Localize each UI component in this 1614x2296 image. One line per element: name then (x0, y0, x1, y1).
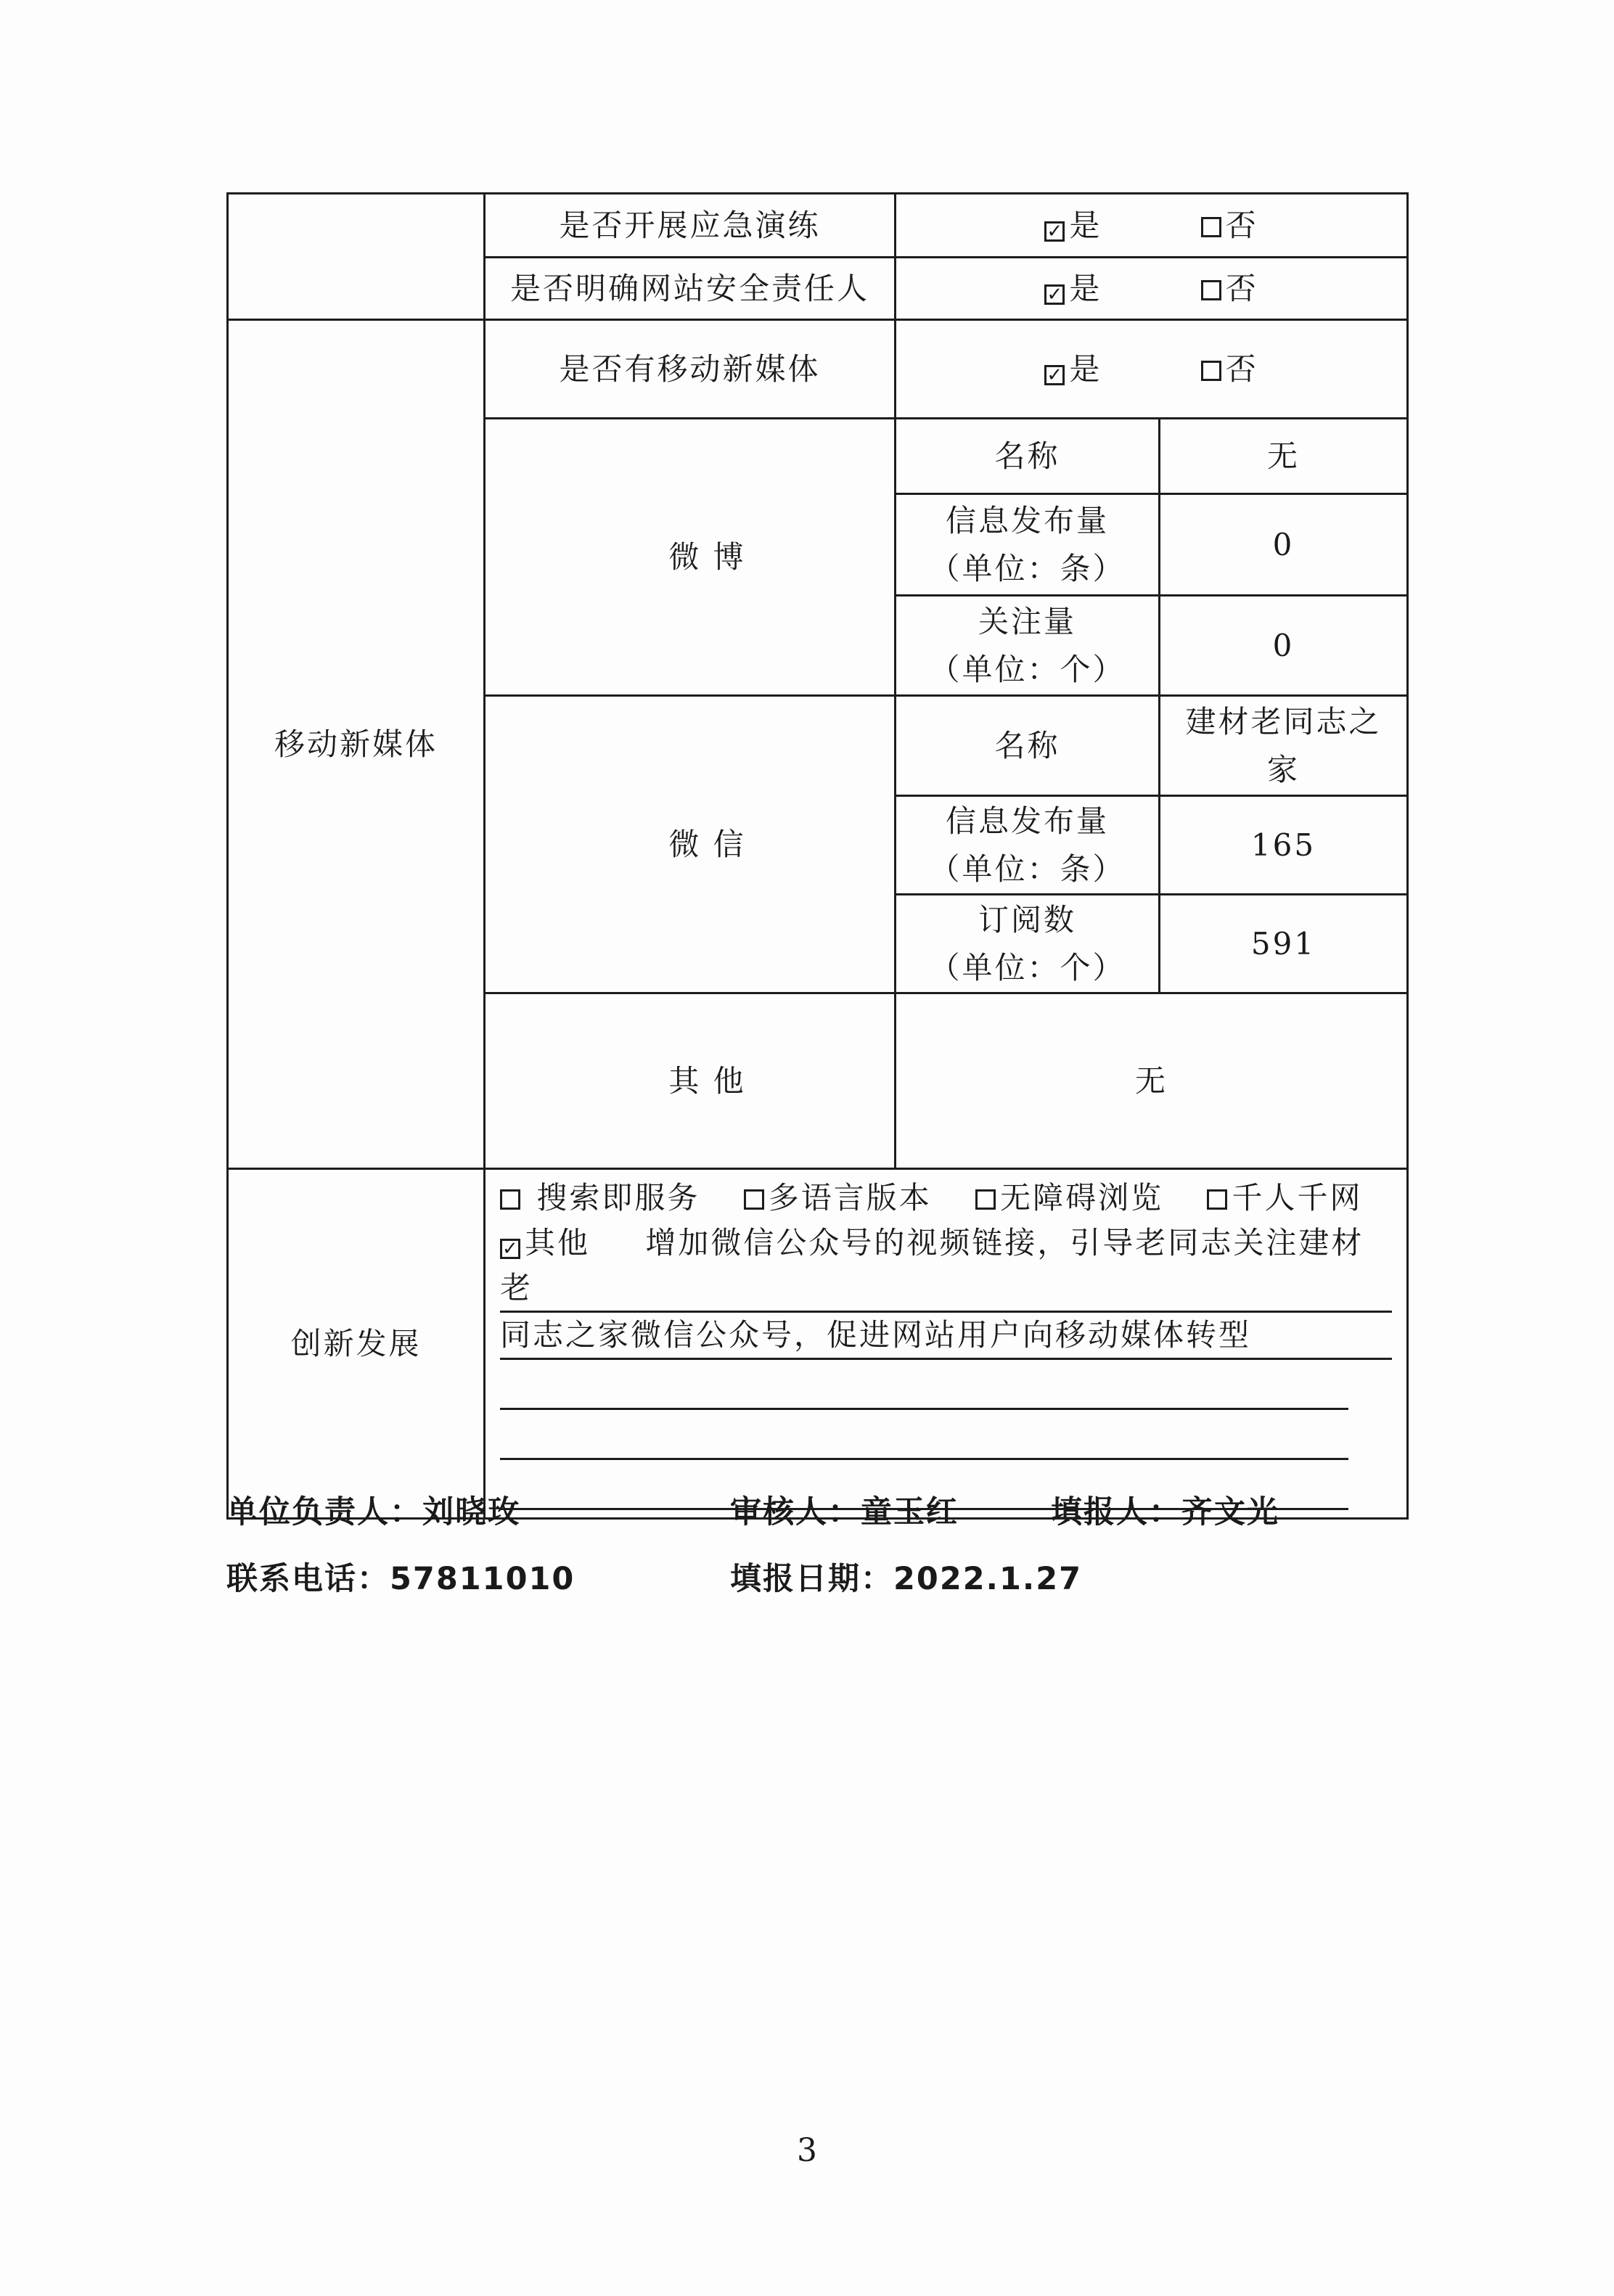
checkbox-empty-icon[interactable] (1201, 280, 1221, 300)
option-search-service[interactable] (500, 1180, 700, 1215)
weibo-posts-label: 信息发布量 (945, 502, 1109, 538)
no-label: 否 (1225, 270, 1258, 306)
report-table (226, 192, 1409, 1520)
row-has-mobile-media (228, 320, 1408, 419)
wechat-posts-value: 165 (1160, 796, 1408, 895)
responsible-no-option[interactable] (1201, 265, 1258, 313)
drill-no-option[interactable] (1201, 202, 1258, 250)
option-search-service-label: 搜索即服务 (536, 1180, 700, 1215)
footer-phone: 联系电话：57811010 (226, 1561, 575, 1597)
option-personalized-label: 千人千网 (1232, 1180, 1363, 1215)
footer-date: 填报日期：2022.1.27 (730, 1561, 1083, 1597)
footer-unit-head: 单位负责人：刘晓玫 (226, 1494, 520, 1530)
innovation-label: 创新发展 (228, 1169, 485, 1519)
checkbox-checked-icon[interactable]: ✓ (500, 1239, 520, 1259)
other-media-label: 其 他 (485, 993, 896, 1169)
yes-label: 是 (1069, 207, 1102, 243)
blank-line[interactable] (500, 1360, 1348, 1410)
innovation-content (485, 1169, 1408, 1519)
wechat-name-label: 名称 (896, 696, 1160, 796)
wechat-posts-label-cell (896, 796, 1160, 895)
mobile-no-option[interactable] (1201, 345, 1258, 393)
other-innovation-text-1: 增加微信公众号的视频链接，引导老同志关注建材老 (500, 1225, 1364, 1305)
checkbox-checked-icon[interactable]: ✓ (1044, 221, 1065, 242)
drill-label: 是否开展应急演练 (485, 194, 896, 258)
option-personalized[interactable] (1207, 1180, 1362, 1215)
wechat-name-value-line2: 家 (1267, 751, 1300, 787)
responsible-options (896, 258, 1408, 320)
weibo-posts-unit: （单位：条） (929, 550, 1126, 586)
wechat-subs-label: 订阅数 (978, 901, 1076, 938)
weibo-posts-value: 0 (1160, 494, 1408, 596)
drill-yes-option[interactable] (1044, 202, 1102, 250)
checkbox-checked-icon[interactable]: ✓ (1044, 284, 1065, 305)
weibo-name-value: 无 (1160, 419, 1408, 494)
weibo-follow-label-cell (896, 596, 1160, 696)
checkbox-empty-icon[interactable] (1201, 217, 1221, 237)
weibo-name-label: 名称 (896, 419, 1160, 494)
option-other-label: 其他 (525, 1225, 591, 1260)
checkbox-checked-icon[interactable]: ✓ (1044, 365, 1065, 385)
yes-label: 是 (1069, 270, 1102, 306)
wechat-subs-value: 591 (1160, 895, 1408, 993)
checkbox-empty-icon[interactable] (1201, 361, 1221, 381)
option-multilingual-label: 多语言版本 (768, 1180, 932, 1215)
weibo-follow-label: 关注量 (978, 603, 1076, 639)
mobile-section-label: 移动新媒体 (228, 320, 485, 1169)
mobile-yes-option[interactable] (1044, 345, 1102, 393)
footer-filler: 填报人：齐文光 (1051, 1494, 1279, 1530)
responsible-label: 是否明确网站安全责任人 (485, 258, 896, 320)
weibo-follow-unit: （单位：个） (929, 651, 1126, 687)
checkbox-empty-icon[interactable] (744, 1189, 764, 1210)
blank-group-cell (228, 194, 485, 320)
wechat-name-value-cell (1160, 696, 1408, 796)
weibo-label: 微 博 (485, 419, 896, 696)
page-number: 3 (797, 2132, 817, 2169)
wechat-posts-unit: （单位：条） (929, 850, 1126, 887)
other-media-value: 无 (896, 993, 1408, 1169)
no-label: 否 (1225, 350, 1258, 387)
wechat-posts-label: 信息发布量 (945, 803, 1109, 839)
innovation-options (500, 1176, 1392, 1221)
footer-reviewer: 审核人：童玉红 (730, 1494, 959, 1530)
weibo-follow-value: 0 (1160, 596, 1408, 696)
checkbox-empty-icon[interactable] (975, 1189, 996, 1210)
option-multilingual[interactable] (744, 1180, 932, 1215)
drill-options (896, 194, 1408, 258)
wechat-subs-unit: （单位：个） (929, 949, 1126, 985)
other-innovation-text-2: 同志之家微信公众号，促进网站用户向移动媒体转型 (500, 1313, 1392, 1360)
option-other[interactable] (500, 1225, 590, 1260)
mobile-media-options (896, 320, 1408, 419)
checkbox-empty-icon[interactable] (500, 1189, 520, 1210)
weibo-posts-label-cell (896, 494, 1160, 596)
checkbox-empty-icon[interactable] (1207, 1189, 1227, 1210)
option-accessibility-label: 无障碍浏览 (1000, 1180, 1164, 1215)
other-innovation-line1 (500, 1221, 1392, 1313)
option-accessibility[interactable] (975, 1180, 1163, 1215)
mobile-media-label: 是否有移动新媒体 (485, 320, 896, 419)
row-innovation (228, 1169, 1408, 1519)
no-label: 否 (1225, 207, 1258, 243)
row-emergency-drill (228, 194, 1408, 258)
wechat-subs-label-cell (896, 895, 1160, 993)
responsible-yes-option[interactable] (1044, 265, 1102, 313)
wechat-label: 微 信 (485, 696, 896, 993)
blank-line[interactable] (500, 1410, 1348, 1460)
yes-label: 是 (1069, 350, 1102, 387)
wechat-name-value-line1: 建材老同志之 (1185, 703, 1382, 739)
